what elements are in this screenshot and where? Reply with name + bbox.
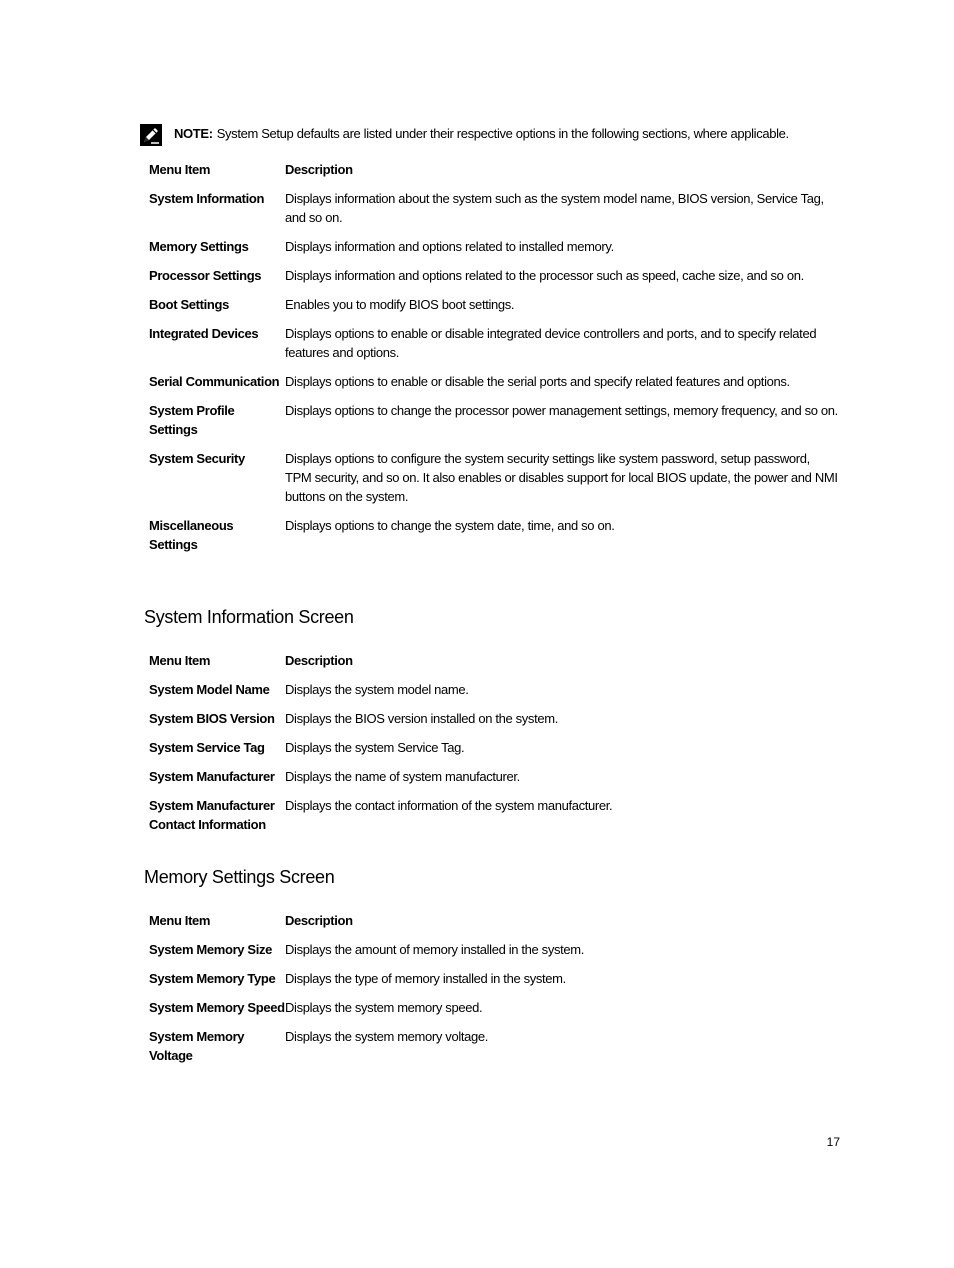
menu-item-cell: Boot Settings xyxy=(149,297,229,312)
note-text-wrap xyxy=(174,124,789,143)
description-cell: Displays information and options related to installed memory. xyxy=(285,239,614,254)
menu-item-cell: Memory Settings xyxy=(149,239,249,254)
table-row xyxy=(149,709,839,738)
menu-item-cell: System Manufacturer xyxy=(149,769,275,784)
table-header-row xyxy=(149,651,839,680)
description-cell: Displays the system Service Tag. xyxy=(285,740,465,755)
menu-item-cell: System Memory Voltage xyxy=(149,1029,245,1063)
description-cell: Displays options to configure the system security settings like system password, setup password, TPM security, and so on. It also enables or disables support for local BIOS update, the power and NMI buttons on the system. xyxy=(285,451,838,504)
menu-item-cell: Processor Settings xyxy=(149,268,262,283)
menu-item-cell: Miscellaneous Settings xyxy=(149,518,234,552)
menu-item-cell: Integrated Devices xyxy=(149,326,259,341)
table-row xyxy=(149,516,839,564)
table-row xyxy=(149,738,839,767)
menu-items-table xyxy=(149,160,839,564)
header-menu-item: Menu Item xyxy=(149,653,211,668)
description-cell: Displays the system model name. xyxy=(285,682,469,697)
table-row xyxy=(149,372,839,401)
menu-item-cell: System Information xyxy=(149,191,265,206)
table-row xyxy=(149,449,839,516)
table-row xyxy=(149,767,839,796)
note-text: System Setup defaults are listed under their respective options in the following sections, where applicable. xyxy=(216,126,789,141)
table-row xyxy=(149,324,839,372)
memory-settings-table xyxy=(149,911,839,1075)
page-number: 17 xyxy=(826,1135,840,1149)
table-row xyxy=(149,266,839,295)
note-callout xyxy=(140,124,840,146)
menu-item-cell: System Memory Size xyxy=(149,942,273,957)
table-row xyxy=(149,295,839,324)
description-cell: Displays the BIOS version installed on the system. xyxy=(285,711,558,726)
table-row xyxy=(149,401,839,449)
table-row xyxy=(149,969,839,998)
menu-item-cell: Serial Communication xyxy=(149,374,280,389)
description-cell: Displays the name of system manufacturer. xyxy=(285,769,520,784)
table-row xyxy=(149,940,839,969)
description-cell: Displays options to enable or disable integrated device controllers and ports, and to specify related features and options. xyxy=(285,326,817,360)
description-cell: Enables you to modify BIOS boot settings. xyxy=(285,297,515,312)
description-cell: Displays information and options related to the processor such as speed, cache size, and so on. xyxy=(285,268,804,283)
section-title-system-information: System Information Screen xyxy=(144,607,354,627)
note-label: NOTE: xyxy=(174,126,213,141)
description-cell: Displays the type of memory installed in the system. xyxy=(285,971,566,986)
description-cell: Displays the contact information of the system manufacturer. xyxy=(285,798,613,813)
description-cell: Displays options to change the system date, time, and so on. xyxy=(285,518,615,533)
description-cell: Displays information about the system such as the system model name, BIOS version, Service Tag, and so on. xyxy=(285,191,824,225)
table-header-row xyxy=(149,911,839,940)
table-row xyxy=(149,1027,839,1075)
description-cell: Displays the amount of memory installed in the system. xyxy=(285,942,585,957)
menu-item-cell: System Security xyxy=(149,451,245,466)
description-cell: Displays the system memory voltage. xyxy=(285,1029,489,1044)
header-description: Description xyxy=(285,653,353,668)
menu-item-cell: System Memory Type xyxy=(149,971,276,986)
table-header-row xyxy=(149,160,839,189)
table-row xyxy=(149,189,839,237)
description-cell: Displays options to change the processor power management settings, memory frequency, and so on. xyxy=(285,403,838,418)
description-cell: Displays the system memory speed. xyxy=(285,1000,483,1015)
description-cell: Displays options to enable or disable the serial ports and specify related features and options. xyxy=(285,374,790,389)
header-description: Description xyxy=(285,162,353,177)
pencil-note-icon xyxy=(140,124,162,146)
table-row xyxy=(149,237,839,266)
menu-item-cell: System Manufacturer Contact Information xyxy=(149,798,275,832)
table-row xyxy=(149,680,839,709)
header-description: Description xyxy=(285,913,353,928)
header-menu-item: Menu Item xyxy=(149,162,211,177)
menu-item-cell: System Model Name xyxy=(149,682,270,697)
menu-item-cell: System BIOS Version xyxy=(149,711,275,726)
menu-item-cell: System Profile Settings xyxy=(149,403,235,437)
menu-item-cell: System Memory Speed xyxy=(149,1000,285,1015)
table-row xyxy=(149,998,839,1027)
header-menu-item: Menu Item xyxy=(149,913,211,928)
section-title-memory-settings: Memory Settings Screen xyxy=(144,867,335,887)
menu-item-cell: System Service Tag xyxy=(149,740,265,755)
system-information-table xyxy=(149,651,839,844)
table-row xyxy=(149,796,839,844)
